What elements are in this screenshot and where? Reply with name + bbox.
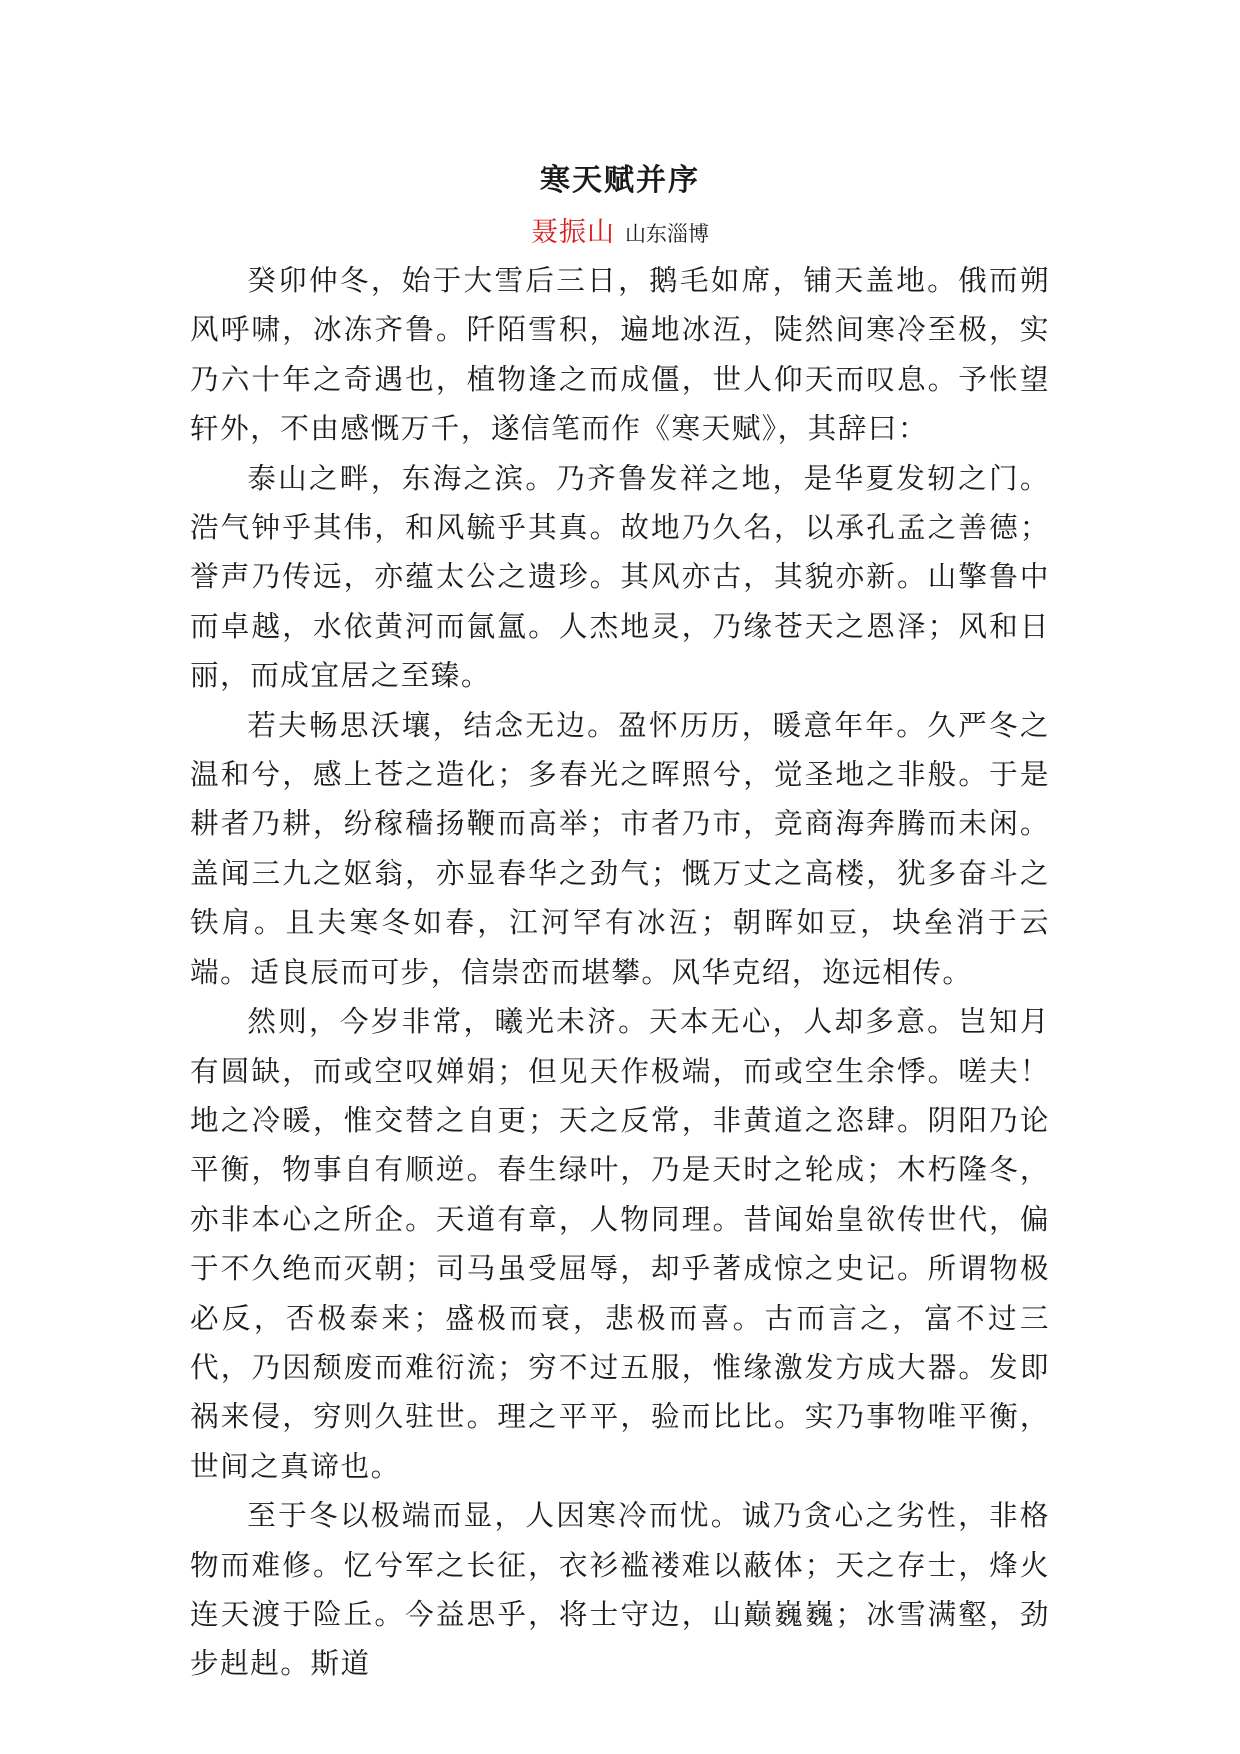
page-title: 寒天赋并序: [540, 163, 700, 198]
paragraph-preface: 癸卯仲冬，始于大雪后三日，鹅毛如席，铺天盖地。俄而朔风呼啸，冰冻齐鲁。阡陌雪积，遍地冰沍，陡然间寒冷至极，实乃六十年之奇遇也，植物逢之而成僵，世人仰天而叹息。予怅望轩外，不由感慨万千，遂信笔而作《寒天赋》，其辞曰：: [190, 263, 1050, 446]
byline: [0, 210, 1240, 249]
paragraph: 泰山之畔，东海之滨。乃齐鲁发祥之地，是华夏发轫之门。浩气钟乎其伟，和风毓乎其真。故地乃久名，以承孔孟之善德；誉声乃传远，亦蕴太公之遗珍。其风亦古，其貌亦新。山擎鲁中而卓越，水依黄河而氤氲。人杰地灵，乃缘苍天之恩泽；风和日丽，而成宜居之至臻。: [190, 460, 1050, 693]
paragraph: 然则，今岁非常，曦光未济。天本无心，人却多意。岂知月有圆缺，而或空叹婵娟；但见天作极端，而或空生余悸。嗟夫！地之冷暖，惟交替之自更；天之反常，非黄道之恣肆。阴阳乃论平衡，物事自有顺逆。春生绿叶，乃是天时之轮成；木朽隆冬，亦非本心之所企。天道有章，人物同理。昔闻始皇欲传世代，偏于不久绝而灭朝；司马虽受屈辱，却乎著成惊之史记。所谓物极必反，否极泰来；盛极而衰，悲极而喜。古而言之，富不过三代，乃因颓废而难衍流；穷不过五服，惟缘激发方成大器。发即祸来侵，穷则久驻世。理之平平，验而比比。实乃事物唯平衡，世间之真谛也。: [190, 1004, 1050, 1483]
author-name: 聂振山: [531, 217, 615, 248]
author-place: 山东淄博: [625, 222, 709, 246]
paragraph: 若夫畅思沃壤，结念无边。盈怀历历，暖意年年。久严冬之温和兮，感上苍之造化；多春光之晖照兮，觉圣地之非般。于是耕者乃耕，纷稼穑扬鞭而高举；市者乃市，竞商海奔腾而未闲。盖闻三九之妪翁，亦显春华之劲气；慨万丈之高楼，犹多奋斗之铁肩。且夫寒冬如春，江河罕有冰沍；朝晖如豆，块垒消于云端。适良辰而可步，信崇峦而堪攀。风华克绍，迩远相传。: [190, 707, 1050, 989]
paragraph: 至于冬以极端而显，人因寒冷而忧。诚乃贪心之劣性，非格物而难修。忆兮军之长征，衣衫褴褛难以蔽体；天之存士，烽火连天渡于险丘。今益思乎，将士守边，山巅巍巍；冰雪满壑，劲步赳赳。斯道: [190, 1498, 1050, 1681]
essay-body: [190, 256, 1050, 1689]
